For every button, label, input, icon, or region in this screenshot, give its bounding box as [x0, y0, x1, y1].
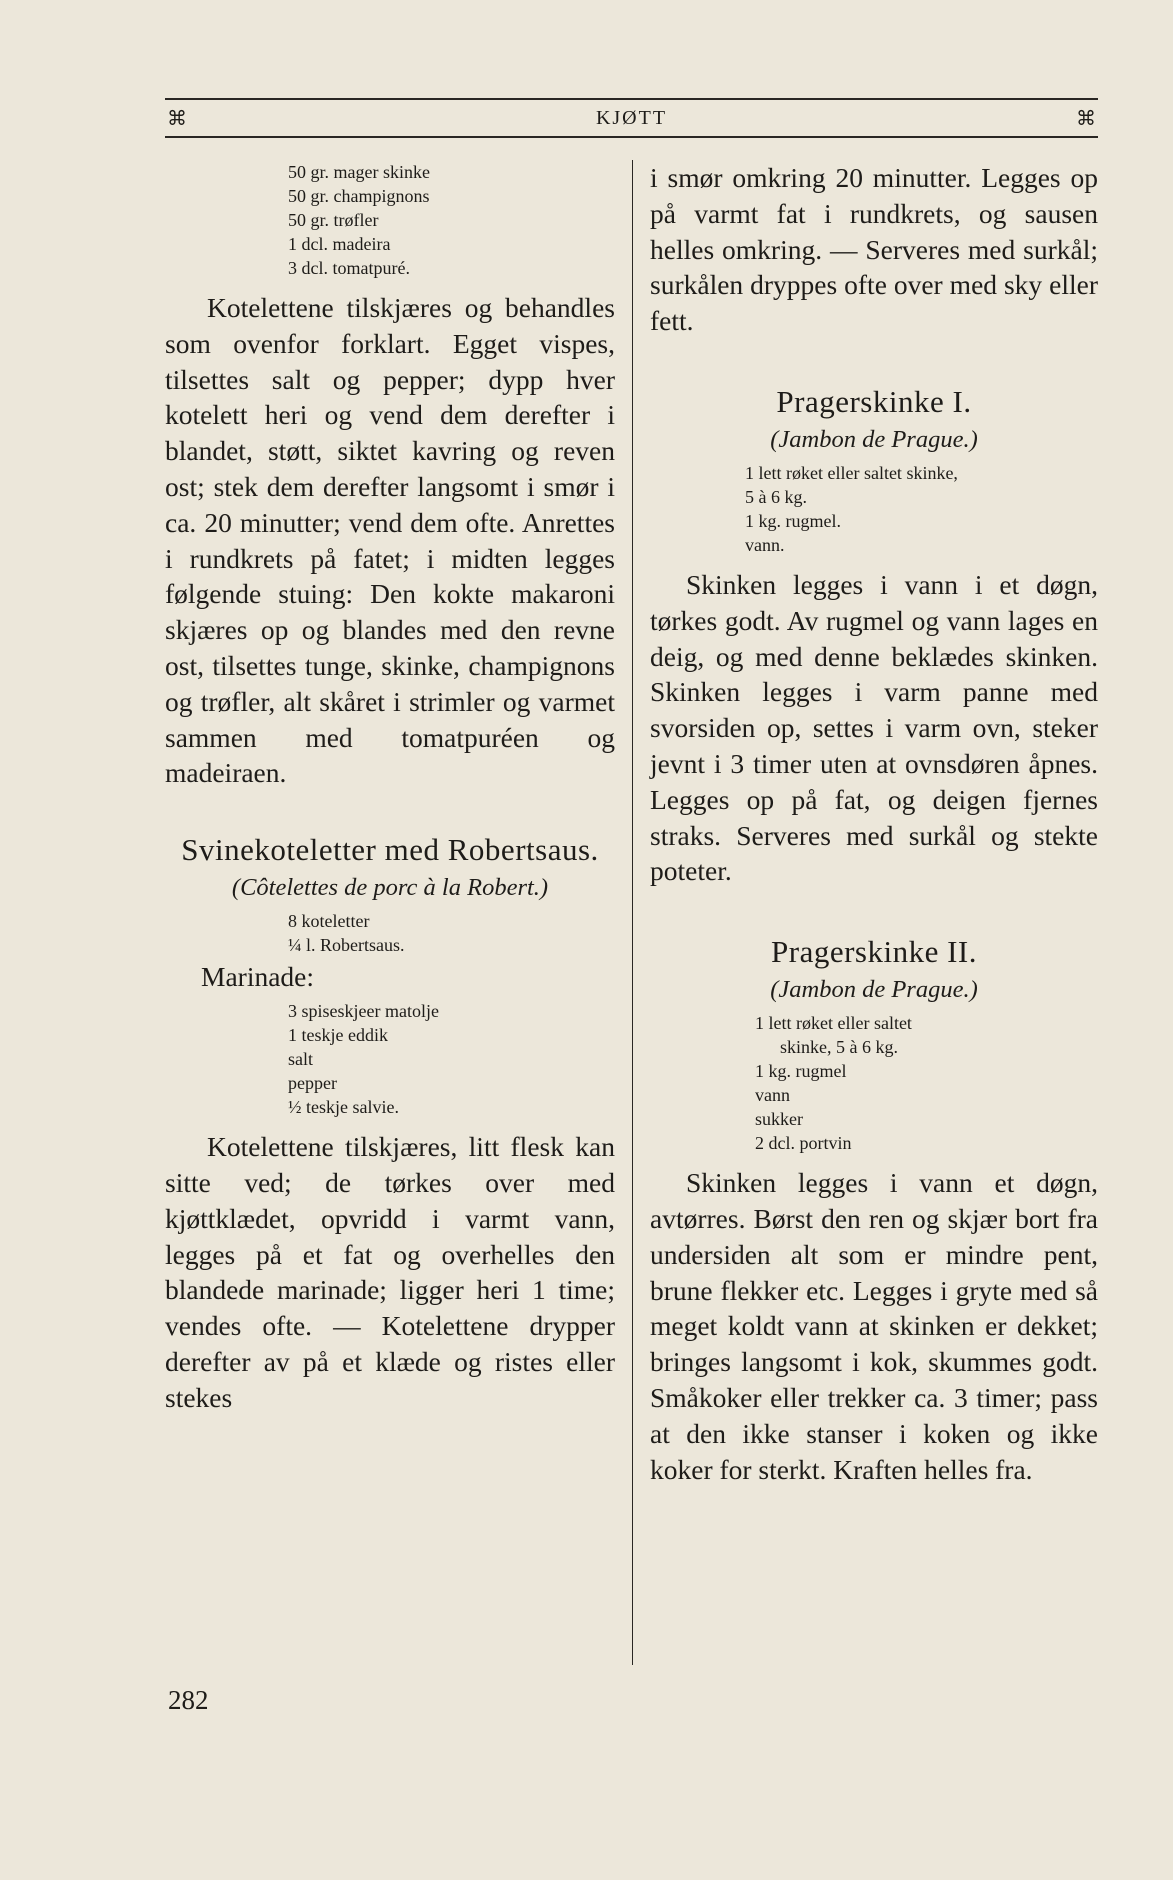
running-header — [165, 98, 1098, 138]
recipe-subheading: (Côtelettes de porc à la Robert.) — [231, 874, 549, 902]
right-column — [650, 160, 1098, 1487]
recipe-paragraph: Kotelettene tilskjæres og behandles som ovenfor forklart. Egget vispes, tilsettes salt og pepper; dypp hver kotelett heri og vend dem derefter i blandet, støtt, siktet kavring og reven ost; stek dem derefter langsomt i smør i ca. 20 minutter; vend dem ofte. Anrettes i rundkrets på fatet; i midten legges følgende stuing: Den kokte makaroni skjæres op og blandes med den revne ost, tilsettes tunge, skinke, champignons og trøfler, alt skåret i strimler og varmet sammen med tomatpuréen og madeiraen. — [165, 292, 615, 789]
ingredient-item: 1 teskje eddik — [288, 1025, 388, 1046]
recipe-paragraph: i smør omkring 20 minutter. Legges op på varmt fat i rundkrets, og sausen helles omkring. — Serveres med surkål; surkålen dryppes ofte over med sky eller fett. — [650, 162, 1098, 337]
recipe-heading: Pragerskinke II. — [771, 934, 977, 970]
ingredient-item: ¼ l. Robertsaus. — [288, 935, 405, 956]
column-divider — [632, 160, 633, 1665]
recipe-heading: Svinekoteletter med Robertsaus. — [181, 832, 599, 868]
ingredient-item: 1 lett røket eller saltet skinke, — [745, 462, 958, 483]
ingredient-item: 5 à 6 kg. — [745, 486, 807, 507]
ingredient-list — [165, 999, 615, 1119]
ingredient-item: 1 dcl. madeira — [288, 234, 391, 254]
ingredient-item: 50 gr. champignons — [288, 186, 430, 206]
ingredient-item: sukker — [755, 1109, 803, 1130]
ornament-left-icon: ⌘ — [167, 106, 187, 130]
recipe-paragraph: Skinken legges i vann et døgn, avtørres. Børst den ren og skjær bort fra undersiden alt som er mindre pent, brune flekker etc. Legges i gryte med så meget koldt vann at skinken er dekket; bringes langsomt i kok, skummes godt. Småkoker eller trekker ca. 3 timer; pass at den ikke stanser i koken og ikke koker for sterkt. Kraften helles fra. — [650, 1167, 1098, 1485]
ingredient-item: 2 dcl. portvin — [755, 1133, 852, 1154]
ingredient-item: 1 kg. rugmel. — [745, 510, 841, 531]
ingredient-item: skinke, 5 à 6 kg. — [780, 1037, 898, 1058]
ingredient-item: vann — [755, 1085, 790, 1106]
ingredient-list — [650, 461, 1098, 557]
ingredient-list — [165, 160, 615, 280]
left-column — [165, 160, 615, 1416]
recipe-paragraph: Kotelettene tilskjæres, litt flesk kan sitte ved; de tørkes over med kjøttklædet, opvridd i varmt vann, legges på et fat og overhelles den blandede marinade; ligger heri 1 time; vendes ofte. — Kotelettene drypper derefter av på et klæde og ristes eller stekes — [165, 1131, 615, 1413]
ingredient-item: ½ teskje salvie. — [288, 1097, 399, 1118]
recipe-paragraph: Skinken legges i vann i et døgn, tørkes godt. Av rugmel og vann lages en deig, og med denne beklædes skinken. Skinken legges i varm panne med svorsiden op, settes i varm ovn, steker jevnt i 3 timer uten at ovnsdøren åpnes. Legges op på fat, og deigen fjernes straks. Serveres med surkål og stekte poteter. — [650, 568, 1098, 887]
ingredient-item: 50 gr. trøfler — [288, 210, 379, 230]
page-number: 282 — [168, 1685, 209, 1715]
recipe-subheading: (Jambon de Prague.) — [770, 425, 978, 453]
ingredient-list — [165, 909, 615, 957]
ingredient-item: 50 gr. mager skinke — [288, 162, 430, 182]
ornament-right-icon: ⌘ — [1076, 106, 1096, 130]
ingredient-item: vann. — [745, 534, 785, 555]
ingredient-list — [650, 1011, 1098, 1155]
ingredient-item: 3 dcl. tomatpuré. — [288, 258, 410, 278]
recipe-subheading: (Jambon de Prague.) — [770, 976, 978, 1004]
ingredient-item: salt — [288, 1049, 313, 1070]
ingredient-item: 3 spiseskjeer matolje — [288, 1001, 439, 1022]
recipe-heading: Pragerskinke I. — [776, 383, 972, 419]
ingredient-item: 1 lett røket eller saltet — [755, 1013, 912, 1034]
section-title: KJØTT — [595, 107, 668, 129]
ingredient-item: 1 kg. rugmel — [755, 1061, 847, 1082]
ingredient-item: pepper — [288, 1073, 337, 1094]
ingredient-item: 8 koteletter — [288, 911, 370, 932]
marinade-label: Marinade: — [201, 961, 315, 993]
